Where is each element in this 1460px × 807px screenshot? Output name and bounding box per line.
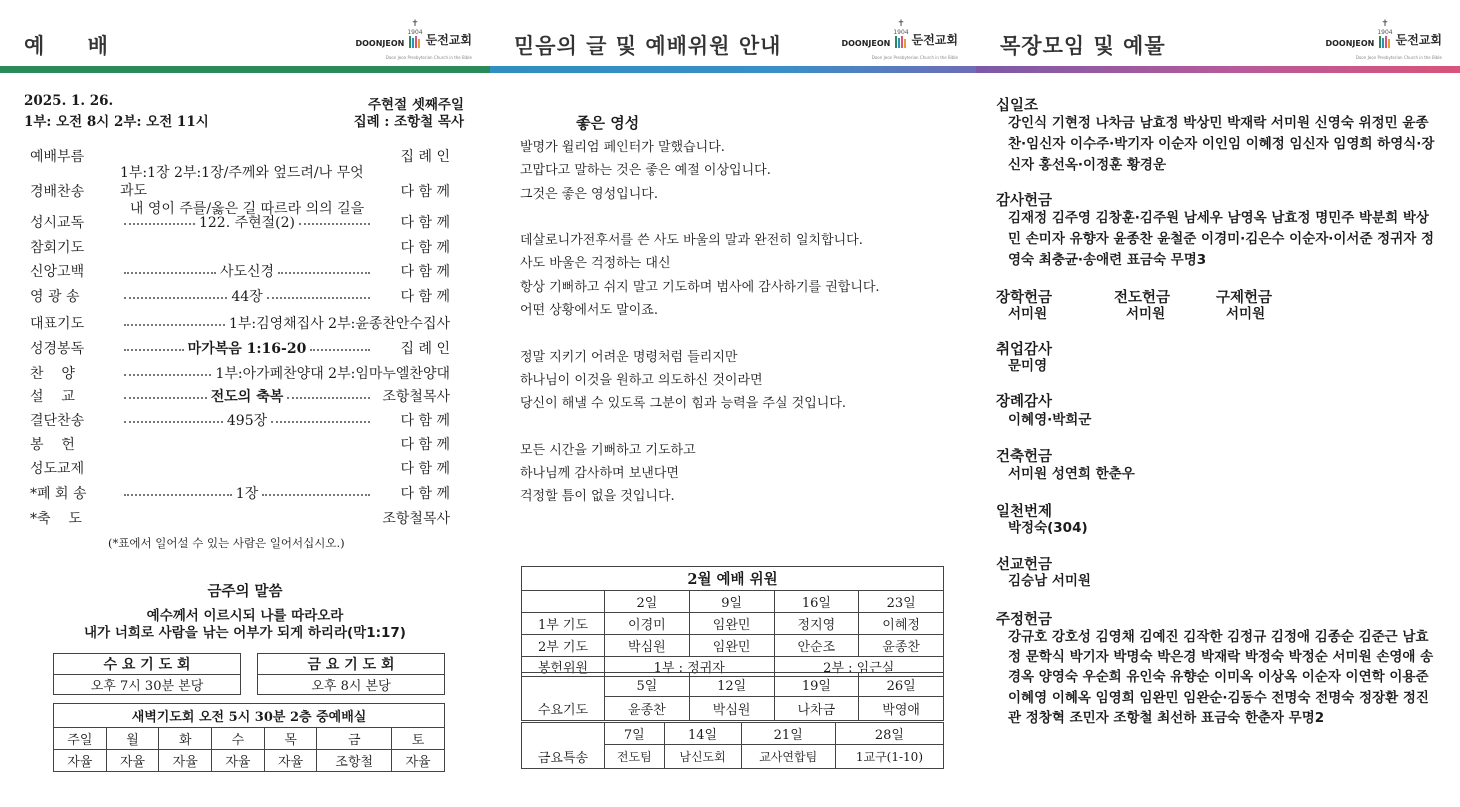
- name-cell: 남신도회: [664, 745, 741, 769]
- order-item-leader: 다 함 께: [400, 184, 450, 200]
- building-names: 서미원 성연희 한춘우: [1008, 466, 1135, 482]
- essay-line: 정말 지키기 어려운 명령처럼 들리지만: [520, 349, 738, 365]
- order-item-name: 영 광 송: [30, 289, 80, 305]
- essay-line: 모든 시간을 기뻐하고 기도하고: [520, 442, 696, 458]
- order-item-name: 결단찬송: [30, 413, 85, 429]
- order-item-leader: 조항철목사: [382, 511, 450, 527]
- name-cell: 이경미: [605, 613, 690, 635]
- church-logo: [355, 20, 472, 48]
- wednesday-prayer-time: 오후 7시 30분 본당: [54, 675, 241, 695]
- worship-panel: [0, 0, 490, 807]
- daily-offering-title: 일천번제: [996, 504, 1053, 520]
- scholarship-title: 장학헌금: [996, 290, 1053, 306]
- row-label: 1부 기도: [522, 613, 605, 635]
- order-item-content: 1장: [235, 486, 259, 502]
- order-item-content: 마가복음 1:16-20: [187, 341, 307, 357]
- name-cell: 안순조: [774, 635, 859, 657]
- order-item-content: 1부:김영채집사 2부:윤종찬안수집사: [228, 316, 450, 332]
- order-item-content: 내 영이 주를/옳은 길 따르라 의의 길을: [129, 201, 365, 217]
- dawn-day-cell: 목: [264, 728, 317, 750]
- dawn-day-cell: 수: [212, 728, 265, 750]
- order-row: [30, 483, 450, 503]
- standing-note: (*표에서 일어설 수 있는 사람은 일어서십시오.): [108, 536, 345, 550]
- order-item-content: 1부:1장 2부:1장/주께와 엎드려/나 무엇과도: [120, 165, 364, 199]
- logo-english: DOONJEON: [1325, 39, 1375, 48]
- order-item-content: 122. 주현절(2): [198, 215, 296, 231]
- offering-panel: [976, 0, 1460, 807]
- order-item-leader: 집 례 인: [400, 341, 450, 357]
- logo-mark-icon: ✝ 1904: [1377, 20, 1392, 48]
- committee-table: [521, 566, 944, 677]
- order-item-name: *축 도: [30, 511, 82, 527]
- funeral-thanks-names: 이혜영·박희군: [1008, 412, 1092, 428]
- order-item-leader: 다 함 께: [400, 461, 450, 477]
- daily-offering-names: 박정숙(304): [1008, 520, 1088, 536]
- page-title: 예 배: [24, 34, 126, 58]
- logo-korean: 둔전교회: [911, 33, 958, 47]
- color-band: [0, 66, 490, 73]
- offering-second: 2부 : 임근실: [774, 657, 944, 677]
- missions-title: 선교헌금: [996, 557, 1053, 573]
- order-row: [30, 261, 450, 281]
- logo-year: 1904: [893, 29, 909, 36]
- liturgical-sunday: 주현절 셋째주일: [368, 97, 464, 113]
- essay-line: [520, 322, 880, 345]
- name-cell: 박영애: [859, 697, 944, 721]
- order-item-name: *폐 회 송: [30, 486, 87, 502]
- order-item-content: 전도의 축복: [210, 389, 284, 405]
- sunday-dates-row: [522, 591, 944, 613]
- wednesday-committee-table: [521, 672, 944, 721]
- essay-line: 하나님이 이것을 원하고 의도하신 것이라면: [520, 372, 763, 388]
- logo-subtitle: Doon Jeon Presbyterian Church in the Bible: [385, 55, 472, 60]
- order-row: [30, 212, 450, 232]
- verse-line-1: 예수께서 이르시되 나를 따라오라: [146, 608, 344, 624]
- order-row: [30, 313, 450, 333]
- job-thanks-names: 문미영: [1008, 358, 1048, 374]
- date-cell: 23일: [859, 591, 944, 613]
- order-item-name: 찬 양: [30, 366, 75, 382]
- verse-title: 금주의 말씀: [207, 584, 283, 600]
- order-item-leader: 다 함 께: [400, 437, 450, 453]
- essay-line: 그것은 좋은 영성입니다.: [520, 186, 658, 202]
- logo-mark-icon: ✝ 1904: [407, 20, 422, 48]
- essay-body: [520, 136, 880, 509]
- row-label: 금요특송: [522, 745, 605, 769]
- name-cell: 윤종찬: [859, 635, 944, 657]
- friday-prayer-time: 오후 8시 본당: [258, 675, 445, 695]
- relief-title: 구제헌금: [1216, 290, 1273, 306]
- color-band: [490, 66, 976, 73]
- date-cell: 26일: [859, 673, 944, 697]
- dawn-prayer-title: 새벽기도회 오전 5시 30분 2층 중예배실: [54, 704, 445, 728]
- date-cell: 9일: [689, 591, 774, 613]
- dawn-prayer-table: [53, 703, 445, 772]
- name-cell: 전도팀: [605, 745, 665, 769]
- date-cell: 2일: [605, 591, 690, 613]
- order-item-leader: 집 례 인: [400, 149, 450, 165]
- dawn-leaders-row: [54, 750, 445, 772]
- order-row: [30, 165, 450, 217]
- order-row: [30, 237, 450, 257]
- order-item-leader: 다 함 께: [400, 215, 450, 231]
- dawn-day-cell: 금: [317, 728, 392, 750]
- order-item-leader: 다 함 께: [400, 486, 450, 502]
- second-service-row: [522, 635, 944, 657]
- date-cell: 28일: [835, 723, 943, 745]
- friday-prayer-title: 금 요 기 도 회: [258, 654, 445, 675]
- order-item-name: 성도교제: [30, 461, 85, 477]
- wednesday-prayer-title: 수 요 기 도 회: [54, 654, 241, 675]
- friday-prayer-box: [257, 653, 445, 695]
- church-logo: [1325, 20, 1442, 48]
- faith-writing-panel: [490, 0, 976, 807]
- essay-line: 항상 기뻐하고 쉬지 말고 기도하며 범사에 감사하기를 권합니다.: [520, 279, 880, 295]
- dawn-days-row: [54, 728, 445, 750]
- order-item-leader: 다 함 께: [400, 240, 450, 256]
- order-row: [30, 508, 450, 528]
- name-cell: 박심원: [689, 697, 774, 721]
- logo-mark-icon: ✝ 1904: [893, 20, 908, 48]
- essay-line: 어떤 상황에서도 말이죠.: [520, 303, 658, 319]
- relief-names: 서미원: [1226, 306, 1266, 322]
- committee-title: 2월 예배 위원: [522, 567, 944, 591]
- name-cell: 임완민: [689, 613, 774, 635]
- name-cell: 임완민: [689, 635, 774, 657]
- panel-header: [976, 0, 1460, 66]
- date-cell: 19일: [774, 673, 859, 697]
- logo-korean: 둔전교회: [1395, 33, 1442, 47]
- logo-subtitle: Doon Jeon Presbyterian Church in the Bible: [1355, 55, 1442, 60]
- essay-line: 발명가 윌리엄 페인터가 말했습니다.: [520, 140, 725, 155]
- order-row: [30, 286, 450, 306]
- name-cell: 1교구(1-10): [835, 745, 943, 769]
- name-cell: 교사연합팀: [741, 745, 835, 769]
- name-cell: 나차금: [774, 697, 859, 721]
- order-item-content: 사도신경: [219, 264, 275, 280]
- name-cell: 이혜정: [859, 613, 944, 635]
- order-row: [30, 338, 450, 358]
- essay-line: 하나님께 감사하며 보낸다면: [520, 466, 679, 482]
- order-item-name: 예배부름: [30, 149, 85, 165]
- service-times: 1부: 오전 8시 2부: 오전 11시: [24, 114, 209, 130]
- order-item-leader: 다 함 께: [400, 289, 450, 305]
- logo-english: DOONJEON: [355, 39, 405, 48]
- row-label: 봉헌위원: [522, 657, 605, 677]
- missions-names: 김승남 서미원: [1008, 573, 1091, 589]
- date-cell: 16일: [774, 591, 859, 613]
- dawn-leader-cell: 조항철: [317, 750, 392, 772]
- regular-offering-title: 주정헌금: [996, 612, 1053, 628]
- verse-line-2: 내가 너희로 사람을 낚는 어부가 되게 하리라(막1:17): [84, 625, 406, 641]
- thanks-title: 감사헌금: [996, 193, 1053, 209]
- logo-year: 1904: [407, 29, 423, 36]
- name-cell: 정지영: [774, 613, 859, 635]
- order-item-name: 봉 헌: [30, 437, 75, 453]
- scholarship-names: 서미원: [1008, 306, 1048, 322]
- essay-line: 걱정할 틈이 없을 것입니다.: [520, 489, 675, 505]
- essay-line: 고맙다고 말하는 것은 좋은 예절 이상입니다.: [520, 163, 771, 179]
- logo-subtitle: Doon Jeon Presbyterian Church in the Bible: [871, 55, 958, 60]
- order-item-name: 성시교독: [30, 215, 85, 231]
- dawn-day-cell: 주일: [54, 728, 107, 750]
- evangelism-title: 전도헌금: [1114, 290, 1171, 306]
- thanks-names: 김재정 김주영 김창훈·김주원 남세우 남영옥 남효정 명민주 박분희 박상민 손미자 유향자 윤종찬 윤철준 이경미·김은수 이순자·이서준 정귀자 정영숙 최충균·송애련 표금숙 무명3: [1008, 210, 1435, 268]
- order-item-name: 대표기도: [30, 316, 85, 332]
- order-row: [30, 386, 450, 406]
- order-row: [30, 363, 450, 383]
- regular-offering-names: 강규호 강호성 김영채 김예진 김작한 김정규 김정애 김종순 김준근 남효정 문학식 박기자 박명숙 박은경 박재락 박정숙 박정순 서미원 손영애 송경옥 양영숙 우순희 유인숙 유향순 이미옥 이상옥 이순자 이연학 이용준 이혜영 이혜옥 임영희 임완민 임완순·김동수 전명숙 전명숙 정장환 정진관 정창혁 조민자 조항철 최선하 표금숙 한춘자 무명2: [1008, 629, 1434, 726]
- row-label: 2부 기도: [522, 635, 605, 657]
- name-cell: 윤종찬: [605, 697, 690, 721]
- order-item-leader: 조항철목사: [382, 389, 450, 405]
- essay-line: 당신이 해낼 수 있도록 그분이 힘과 능력을 주실 것입니다.: [520, 396, 847, 412]
- order-item-content: 495장: [226, 413, 268, 429]
- date-cell: 21일: [741, 723, 835, 745]
- dawn-leader-cell: 자율: [264, 750, 317, 772]
- essay-line: 사도 바울은 걱정하는 대신: [520, 256, 671, 272]
- dawn-leader-cell: 자율: [106, 750, 159, 772]
- date-cell: 12일: [689, 673, 774, 697]
- order-row: [30, 410, 450, 430]
- first-service-row: [522, 613, 944, 635]
- order-item-name: 신앙고백: [30, 264, 85, 280]
- order-item-name: 참회기도: [30, 240, 85, 256]
- date-cell: 5일: [605, 673, 690, 697]
- order-item-leader: 다 함 께: [400, 264, 450, 280]
- panel-header: [490, 0, 976, 66]
- logo-year: 1904: [1377, 29, 1393, 36]
- logo-korean: 둔전교회: [425, 33, 472, 47]
- church-logo: [841, 20, 958, 48]
- logo-english: DOONJEON: [841, 39, 891, 48]
- essay-line: 데살로니가전후서를 쓴 사도 바울의 말과 완전히 일치합니다.: [520, 233, 863, 249]
- order-item-content: 1부:아가페찬양대 2부:임마누엘찬양대: [215, 366, 450, 382]
- order-row: [30, 434, 450, 454]
- dawn-leader-cell: 자율: [212, 750, 265, 772]
- color-band: [976, 66, 1460, 73]
- order-item-name: 경배찬송: [30, 184, 85, 200]
- order-item-name: 설 교: [30, 389, 75, 405]
- funeral-thanks-title: 장례감사: [996, 394, 1053, 410]
- essay-line: [520, 416, 880, 439]
- panel-header: [0, 0, 490, 66]
- order-item-content: 44장: [231, 289, 263, 305]
- friday-committee-table: [521, 722, 944, 769]
- page-title: 믿음의 글 및 예배위원 안내: [514, 34, 782, 58]
- page-title: 목장모임 및 예물: [1000, 34, 1166, 58]
- dawn-day-cell: 화: [159, 728, 212, 750]
- dawn-leader-cell: 자율: [54, 750, 107, 772]
- officiant: 집례 : 조항철 목사: [353, 114, 464, 130]
- service-date: 2025. 1. 26.: [24, 93, 114, 109]
- date-cell: 14일: [664, 723, 741, 745]
- dawn-leader-cell: 자율: [159, 750, 212, 772]
- date-cell: 7일: [605, 723, 665, 745]
- dawn-day-cell: 월: [106, 728, 159, 750]
- order-item-name: 성경봉독: [30, 341, 85, 357]
- name-cell: 박심원: [605, 635, 690, 657]
- essay-title: 좋은 영성: [576, 114, 640, 132]
- job-thanks-title: 취업감사: [996, 342, 1053, 358]
- tithe-title: 십일조: [996, 98, 1039, 114]
- offering-first: 1부 : 정귀자: [605, 657, 775, 677]
- row-label: 수요기도: [522, 697, 605, 721]
- order-item-leader: 다 함 께: [400, 413, 450, 429]
- building-title: 건축헌금: [996, 449, 1053, 465]
- order-row: [30, 458, 450, 478]
- dawn-leader-cell: 자율: [392, 750, 445, 772]
- essay-line: [520, 206, 880, 229]
- wednesday-prayer-box: [53, 653, 241, 695]
- tithe-names: 강인식 기현정 나차금 남효정 박상민 박재락 서미원 신영숙 위정민 윤종찬·임신자 이수주·박기자 이순자 이인임 이혜정 임신자 임영희 하영식·장신자 홍선옥·이정훈 황경운: [1008, 115, 1435, 173]
- dawn-day-cell: 토: [392, 728, 445, 750]
- order-row: [30, 146, 450, 166]
- evangelism-names: 서미원: [1126, 306, 1166, 322]
